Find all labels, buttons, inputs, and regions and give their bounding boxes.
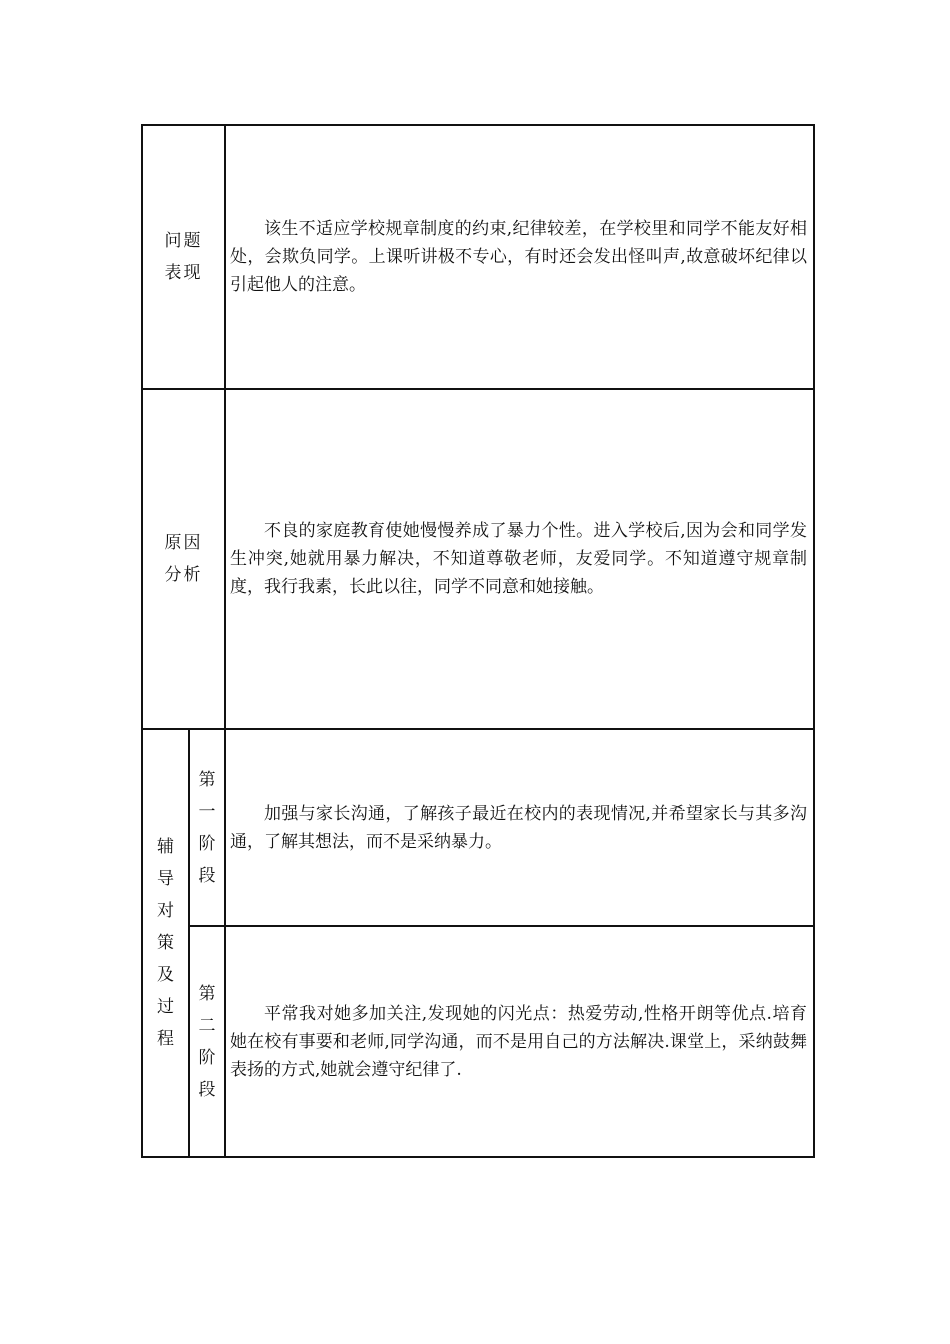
stage1-label-char: 一 [198,801,216,822]
stage2-content-cell [225,926,814,1157]
cause-heading-line1: 原因 [164,533,203,553]
stage2-text: 平常我对她多加关注,发现她的闪光点：热爱劳动,性格开朗等优点.培育她在校有事要和老师,同学沟通，而不是用自己的方法解决.课堂上，采纳鼓舞表扬的方式,她就会遵守纪律了. [230,1003,807,1080]
stage1-content-cell [225,729,814,926]
counsel-heading-char: 导 [157,869,174,889]
stage2-label-cell [189,926,225,1157]
problem-heading-line1: 问题 [164,231,203,251]
cause-heading-line2: 分析 [164,565,203,585]
problem-text: 该生不适应学校规章制度的约束,纪律较差，在学校里和同学不能友好相处，会欺负同学。上课听讲极不专心，有时还会发出怪叫声,故意破坏纪律以引起他人的注意。 [230,219,807,295]
stage2-label-char: 二 [198,1015,216,1036]
stage2-label-char: 第 [198,983,216,1004]
cause-row [142,389,814,729]
counseling-record-table [141,124,815,1158]
cause-text: 不良的家庭教育使她慢慢养成了暴力个性。进入学校后,因为会和同学发生冲突,她就用暴力解决，不知道尊敬老师，友爱同学。不知道遵守规章制度，我行我素，长此以往，同学不同意和她接触。 [230,521,807,597]
counsel-heading-char: 程 [157,1029,174,1049]
stage1-row [142,729,814,926]
stage1-label-char: 第 [198,769,216,790]
counsel-heading-char: 辅 [157,837,174,857]
counsel-heading-char: 对 [157,901,174,921]
stage1-text: 加强与家长沟通，了解孩子最近在校内的表现情况,并希望家长与其多沟通，了解其想法，而不是采纳暴力。 [230,803,807,852]
cause-content-cell [225,389,814,729]
problem-heading-cell [142,125,225,389]
stage2-row [142,926,814,1157]
counsel-heading-char: 及 [157,965,174,985]
stage1-label-char: 阶 [198,833,216,854]
stage2-label-char: 段 [198,1079,216,1100]
counsel-heading-char: 策 [157,933,174,953]
problem-heading-line2: 表现 [164,263,203,283]
problem-row [142,125,814,389]
counsel-heading-cell [142,729,189,1157]
stage1-label-cell [189,729,225,926]
cause-heading-cell [142,389,225,729]
stage2-label-char: 阶 [198,1047,216,1068]
counsel-heading-char: 过 [157,997,174,1017]
problem-content-cell [225,125,814,389]
stage1-label-char: 段 [198,865,216,886]
